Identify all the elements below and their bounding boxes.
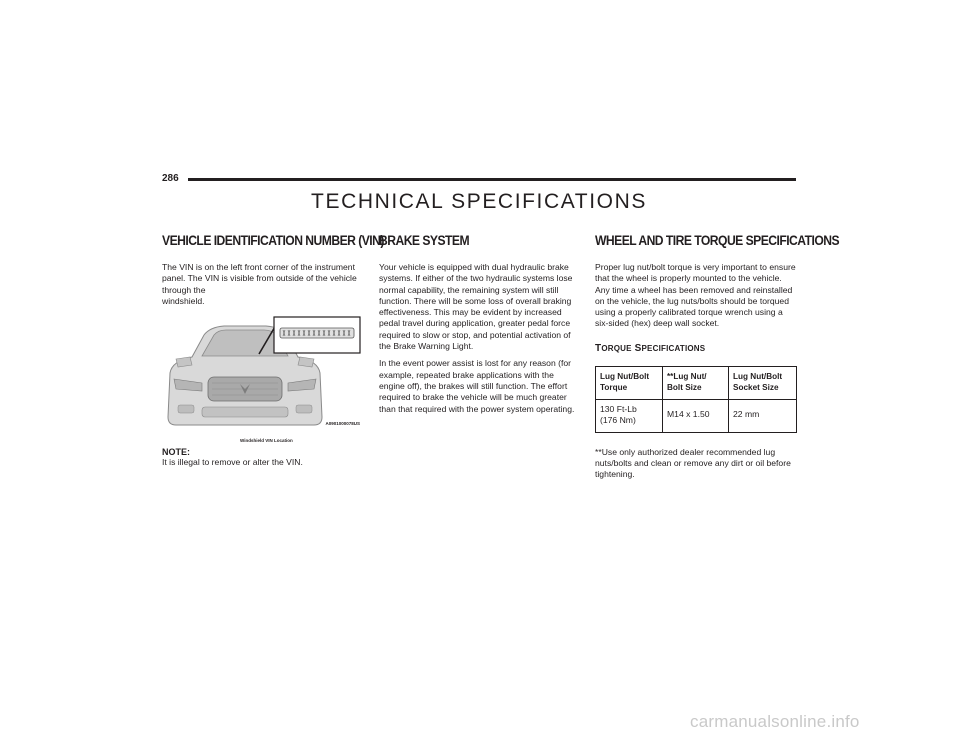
wheel-paragraph: Proper lug nut/bolt torque is very important to ensure that the wheel is properly mounted to the vehicle. Any time a wheel has been removed and reinstalled on the vehicle, the lug nuts/bolts should be torqued using a properly calibrated torque wrench using a six-sided (hex) deep wall socket.: [595, 262, 796, 329]
header-socket-size: Lug Nut/Bolt Socket Size: [729, 366, 797, 399]
vin-heading: VEHICLE IDENTIFICATION NUMBER (VIN): [162, 233, 384, 248]
cell-socket-size: 22 mm: [729, 399, 797, 432]
brake-section: [379, 233, 582, 421]
cell-torque-nm: (176 Nm): [600, 414, 636, 425]
wheel-section: [595, 233, 840, 487]
watermark: carmanualsonline.info: [690, 712, 860, 731]
vin-section: [162, 233, 384, 468]
torque-subheading: [595, 343, 798, 354]
brake-paragraph-1: Your vehicle is equipped with dual hydraulic brake systems. If either of the two hydraulic systems lose normal capability, the remaining system will still function. There will be some loss of overall braking effectiveness. This may be evident by increased pedal travel during application, greater pedal force required to slow or stop, and potential activation of the Brake Warning Light.: [379, 262, 573, 352]
vin-paragraph: [162, 262, 365, 307]
torque-table: [595, 366, 797, 433]
table-header-row: [596, 366, 797, 399]
header-bolt-size: **Lug Nut/ Bolt Size: [663, 366, 729, 399]
top-rule: [188, 178, 796, 181]
sub-rest-2: PECIFICATIONS: [641, 343, 706, 353]
cell-bolt-size: M14 x 1.50: [663, 399, 729, 432]
vin-paragraph-end: windshield.: [162, 295, 205, 306]
sub-rest-1: ORQUE: [601, 343, 632, 353]
header-torque: Lug Nut/Bolt Torque: [596, 366, 663, 399]
vin-paragraph-text: The VIN is on the left front corner of the instrument panel. The VIN is visible from outside of the vehicle through the: [162, 262, 357, 295]
figure-code: A0901000078US: [325, 421, 360, 427]
table-footnote: **Use only authorized dealer recommended lug nuts/bolts and clean or remove any dirt or oil before tightening.: [595, 446, 791, 480]
cell-torque-ftlb: 130 Ft-Lb: [600, 403, 637, 414]
vin-figure: [162, 313, 362, 445]
note-text: It is illegal to remove or alter the VIN.: [162, 457, 303, 468]
brake-paragraph-2: In the event power assist is lost for any reason (for example, repeated brake applications with the engine off), the brakes will still function. The effort required to brake the vehicle will be much greater than that required with the power system operating.: [379, 358, 575, 414]
note-label: NOTE:: [162, 447, 190, 458]
figure-caption: Windshield VIN Location: [240, 438, 293, 444]
cell-torque: [596, 399, 663, 432]
table-row: [596, 399, 797, 432]
page-title: TECHNICAL SPECIFICATIONS: [311, 190, 647, 213]
sub-initial-2: S: [634, 342, 642, 354]
wheel-heading: WHEEL AND TIRE TORQUE SPECIFICATIONS: [595, 233, 840, 248]
brake-heading: BRAKE SYSTEM: [379, 233, 470, 248]
sub-initial-1: T: [595, 342, 602, 354]
page-number: 286: [162, 173, 179, 184]
